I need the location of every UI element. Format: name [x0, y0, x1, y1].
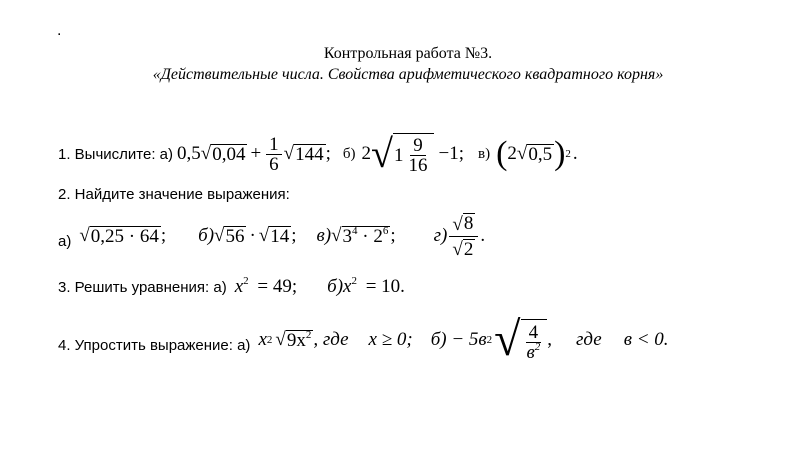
task-4b-fraction-den	[524, 340, 544, 363]
radical-sign-icon: √	[283, 143, 295, 164]
task-2g-fraction-den	[449, 237, 478, 260]
task-1c-sqrt	[517, 143, 554, 165]
task-2a-expression	[79, 225, 166, 247]
task-4b-radicand	[521, 319, 548, 362]
task-3b-var: x	[343, 276, 352, 297]
task-4-row: 4. Упростить выражение: а) x 2 √ $9x^2$ , где x ≥ 0; б) − 5в 2 √ $\frac{4}{в^2}$ , где в < 0.	[58, 313, 669, 366]
task-3b-label: б)	[327, 276, 344, 297]
task-4b-label: б) − 5в	[430, 329, 487, 350]
task-1c-coef: 2	[507, 143, 517, 164]
task-4b-comma: ,	[547, 329, 553, 350]
radical-sign-icon: √	[275, 329, 286, 350]
task-2v-expression	[331, 225, 396, 247]
task-4b-condition: в < 0.	[623, 329, 669, 350]
radical-sign-icon: √	[494, 313, 521, 366]
task-1-row	[58, 128, 578, 180]
task-4a-where: , где	[313, 329, 349, 350]
task-1a-end: ;	[325, 143, 331, 164]
task-3a-power: 2	[243, 275, 249, 287]
task-2g-num-radicand: 8	[463, 212, 474, 234]
task-2g-label: г)	[433, 225, 448, 246]
task-2v-exp-1: 4	[352, 225, 358, 238]
task-4b-den-power: 2	[534, 340, 541, 353]
task-4a-radicand-text: 9x	[286, 330, 306, 352]
radical-sign-icon: √	[200, 143, 212, 164]
radical-sign-icon: √	[214, 225, 225, 246]
task-1c-expression: ( 2 √ 0,5 ) 2 .	[496, 135, 578, 172]
radical-sign-icon: √	[452, 239, 463, 261]
task-1b-rest: −1;	[438, 143, 464, 164]
task-4a-sqrt	[275, 329, 313, 351]
task-1a-fraction-num: 1	[266, 135, 282, 155]
task-2b-expression	[214, 225, 296, 247]
task-2a-label: а)	[58, 232, 72, 250]
task-1a-plus: +	[250, 143, 262, 164]
task-3b-power: 2	[351, 275, 357, 287]
task-1a-sqrt-2	[284, 143, 326, 165]
task-1a-fraction-den: 6	[269, 153, 279, 175]
task-2g-fraction	[449, 213, 478, 260]
task-4a-condition: x ≥ 0;	[368, 329, 413, 350]
task-1b-fraction	[405, 136, 430, 175]
task-1a-expression	[177, 135, 331, 174]
task-1b-fraction-den: 16	[408, 155, 428, 176]
task-1b-fraction-num: 9	[410, 136, 426, 156]
task-2a-end: ;	[160, 225, 167, 246]
task-2v-radicand	[342, 226, 391, 247]
task-2b-dot: ·	[249, 225, 256, 246]
document-title: Контрольная работа №3.	[323, 45, 493, 62]
task-2b-end: ;	[291, 225, 297, 246]
task-4b-fraction	[524, 323, 544, 362]
task-2a-sqrt	[79, 225, 161, 247]
task-4a-radicand	[286, 330, 314, 351]
task-1b-expression	[362, 133, 464, 175]
radical-sign-icon: √	[258, 225, 270, 246]
task-4-label: 4. Упростить выражение: а)	[58, 336, 251, 354]
stray-dot: .	[57, 22, 62, 39]
task-1a-sqrt	[201, 143, 248, 165]
task-2v-end: ;	[390, 225, 396, 246]
radical-sign-icon: √	[331, 225, 342, 246]
task-4a-radicand-power: 2	[305, 329, 312, 342]
task-2b-sqrt-2	[259, 225, 291, 247]
task-1a-coef: 0,5	[177, 143, 201, 164]
task-1b-radicand	[393, 133, 435, 175]
task-1c-label: в)	[477, 145, 491, 162]
task-3a-var: x	[234, 276, 244, 297]
task-4b-fraction-num: 4	[526, 323, 542, 343]
task-2-row	[58, 205, 485, 267]
task-1-label: 1. Вычислите: а)	[58, 145, 174, 163]
task-2g-end: .	[480, 225, 486, 246]
task-2b-label: б)	[198, 225, 215, 246]
task-2v-mid: · 2	[357, 226, 383, 248]
task-2g-expression	[447, 213, 485, 260]
task-3-label: 3. Решить уравнения: а)	[58, 278, 227, 296]
task-4b-where: где	[576, 329, 602, 350]
task-1a-fraction	[266, 135, 282, 174]
task-1a-radicand-2: 144	[295, 144, 324, 166]
radical-sign-icon: √	[79, 225, 90, 246]
radical-sign-icon: √	[516, 143, 528, 164]
task-4b-sqrt	[494, 313, 547, 366]
task-3-row	[58, 272, 405, 302]
task-2g-fraction-num	[449, 213, 478, 237]
task-2v-sqrt	[331, 225, 390, 247]
task-1b-label: б)	[342, 145, 356, 162]
task-1b-sqrt	[371, 133, 434, 175]
task-1c-end: .	[572, 143, 578, 164]
task-1c-open-paren: (	[496, 135, 508, 172]
task-1a-radicand: 0,04	[212, 144, 246, 166]
task-4a-var: x	[258, 329, 267, 350]
task-2g-den-radicand: 2	[463, 238, 474, 260]
task-4b-den-var: в	[526, 341, 535, 363]
task-1c-radicand: 0,5	[528, 144, 553, 166]
task-2a-radicand: 0,25 · 64	[90, 226, 159, 248]
task-2v-base-1: 3	[342, 226, 353, 248]
task-2v-exp-2: 6	[382, 225, 389, 238]
task-1b-whole: 1	[393, 144, 404, 166]
task-2b-radicand-2: 14	[270, 226, 290, 248]
task-2b-radicand-1: 56	[225, 226, 245, 248]
task-2-label: 2. Найдите значение выражения:	[58, 186, 290, 203]
task-3b-rest: = 10.	[365, 276, 405, 297]
task-3a-expression	[235, 276, 297, 298]
radical-sign-icon: √	[452, 213, 463, 235]
radical-sign-icon: √	[371, 131, 393, 176]
task-2b-sqrt-1	[214, 225, 246, 247]
task-4a-expression: x 2 √ $9x^2$ , где x ≥ 0;	[258, 329, 413, 352]
task-1b-coef: 2	[361, 143, 372, 164]
task-1c-close-paren: )	[554, 135, 566, 172]
task-3a-rest: = 49;	[257, 276, 298, 297]
document-subtitle: «Действительные числа. Свойства арифметического квадратного корня»	[152, 66, 664, 83]
task-3b-expression	[343, 276, 405, 298]
task-2v-label: в)	[316, 225, 332, 246]
